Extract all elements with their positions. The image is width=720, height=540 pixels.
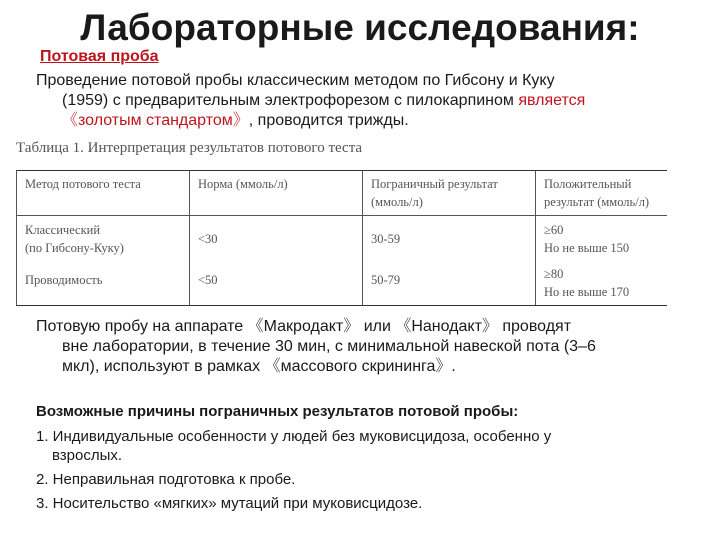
- intro-line-3: [36, 111, 696, 131]
- table-header-cell: Метод потового теста: [25, 177, 141, 191]
- table-cell: (по Гибсону-Куку): [25, 241, 124, 255]
- table-cell: Классический: [25, 223, 101, 237]
- table-caption: Таблица 1. Интерпретация результатов потового теста: [16, 140, 363, 156]
- list-item-line: 3. Носительство «мягких» мутаций при муковисцидозе.: [36, 495, 423, 512]
- table-header-cell: Норма (ммоль/л): [198, 177, 288, 191]
- table-header-cell: результат (ммоль/л): [544, 195, 650, 209]
- list-item-line: 1. Индивидуальные особенности у людей без муковисцидоза, особенно у: [36, 428, 552, 445]
- intro-line-2-text: (1959) с предварительным электрофорезом с пилокарпином: [62, 92, 519, 109]
- apparatus-line-2: вне лаборатории, в течение 30 мин, с минимальной навеской пота (3–6: [62, 338, 596, 355]
- sweat-test-table: [16, 170, 667, 306]
- list-item-line: 2. Неправильная подготовка к пробе.: [36, 471, 296, 488]
- list-item-line: взрослых.: [52, 447, 123, 464]
- apparatus-line-3: мкл), используют в рамках 《массового скрининга》.: [62, 358, 456, 375]
- list-item: [36, 470, 706, 489]
- list-item: [36, 427, 706, 465]
- apparatus-line-1: Потовую пробу на аппарате 《Макродакт》 или 《Нанодакт》 проводят: [36, 318, 572, 335]
- intro-highlight-is: является: [518, 92, 586, 109]
- causes-list: [36, 427, 706, 518]
- table-cell: <30: [198, 232, 218, 246]
- table-header-divider: [17, 215, 667, 216]
- table-cell: Проводимость: [25, 273, 103, 287]
- table-header-cell: Положительный: [544, 177, 632, 191]
- table-column-method: [17, 171, 190, 305]
- table-cell: ≥60: [544, 223, 564, 237]
- table-header-cell: (ммоль/л): [371, 195, 423, 209]
- table-cell: ≥80: [544, 267, 564, 281]
- intro-line-2: [36, 91, 696, 111]
- table-column-borderline: [363, 171, 536, 305]
- intro-line-3-text: , проводится трижды.: [248, 112, 409, 129]
- table-cell: 30-59: [371, 232, 401, 246]
- list-item: [36, 494, 706, 513]
- table-column-norm: [190, 171, 363, 305]
- table-cell: 50-79: [371, 273, 401, 287]
- table-cell: Но не выше 170: [544, 285, 630, 299]
- intro-line-1: Проведение потовой пробы классическим методом по Гибсону и Куку: [36, 72, 555, 89]
- table-column-positive: [536, 171, 666, 305]
- table-header-cell: Пограничный результат: [371, 177, 498, 191]
- intro-highlight-gold-standard: 《золотым стандартом》: [62, 112, 249, 129]
- table-cell: Но не выше 150: [544, 241, 630, 255]
- apparatus-paragraph: [36, 317, 706, 377]
- section-subtitle: Потовая проба: [40, 48, 159, 65]
- causes-heading: Возможные причины пограничных результатов потовой пробы:: [36, 403, 519, 420]
- table-cell: <50: [198, 273, 218, 287]
- intro-paragraph: [36, 71, 696, 131]
- slide-title: Лабораторные исследования:: [80, 7, 640, 48]
